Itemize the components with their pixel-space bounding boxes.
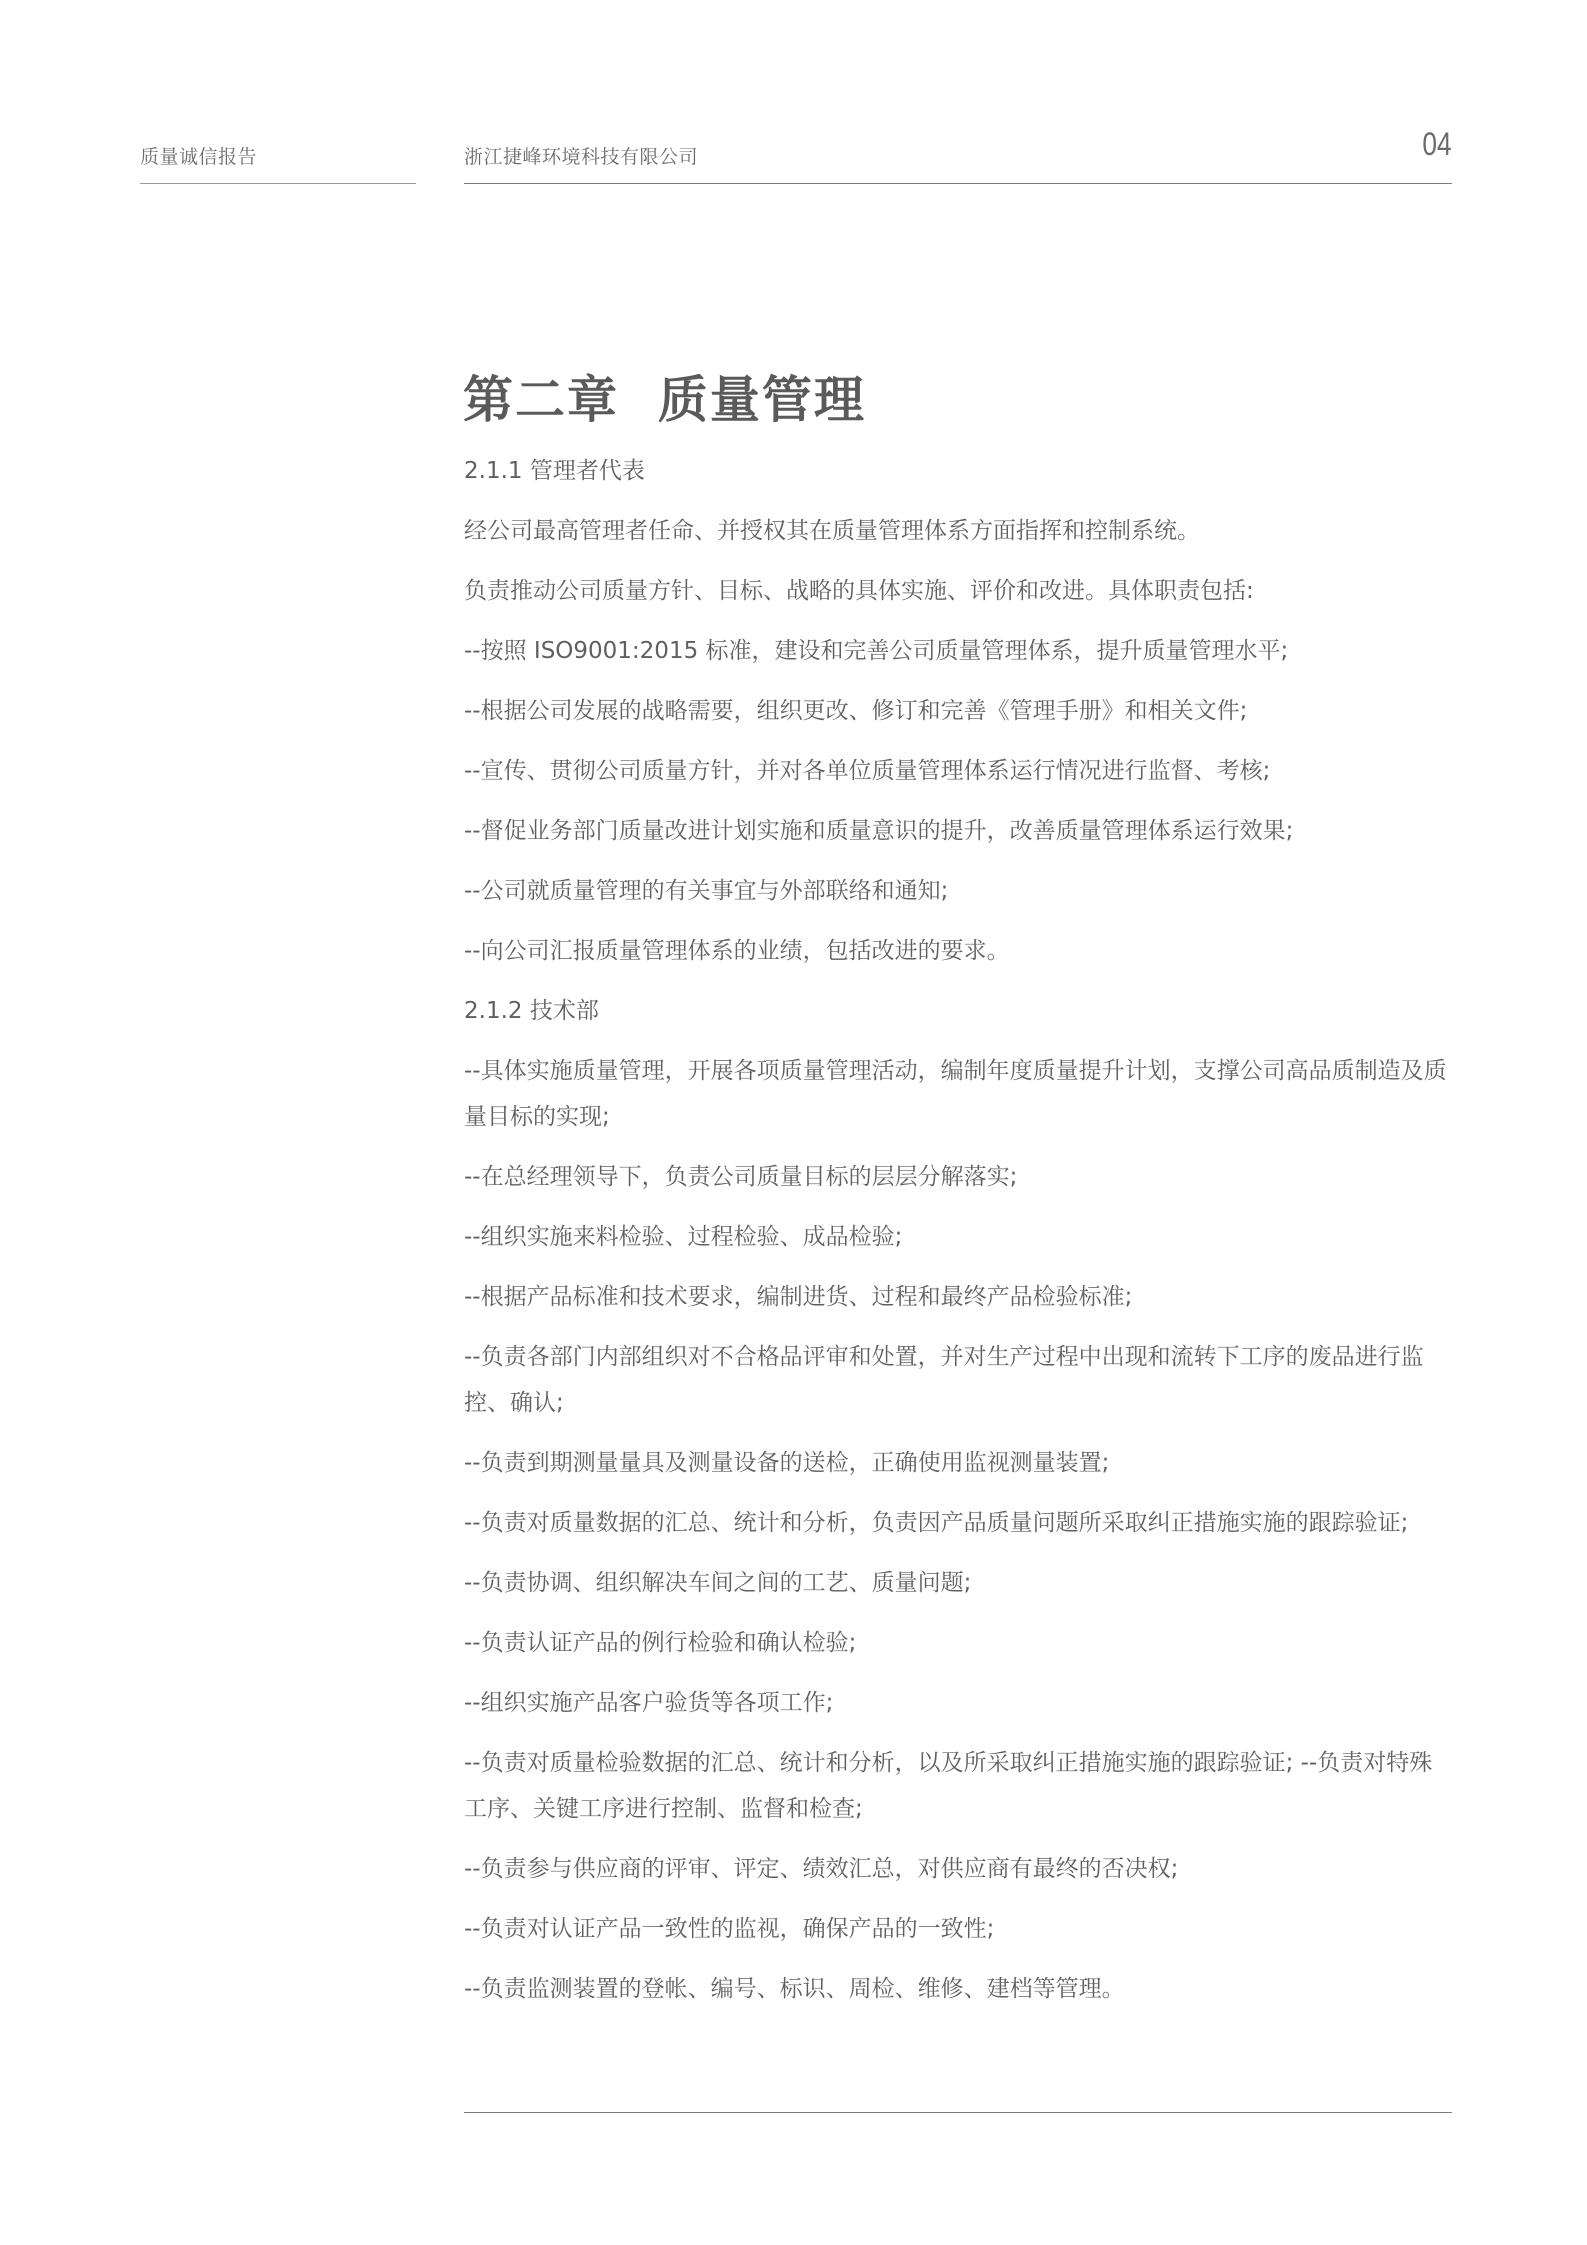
chapter-title: 第二章 质量管理 — [463, 370, 866, 429]
company-name: 浙江捷峰环境科技有限公司 — [464, 146, 699, 168]
paragraph: 负责推动公司质量方针、目标、战略的具体实施、评价和改进。具体职责包括: — [464, 578, 1254, 604]
list-item: --督促业务部门质量改进计划实施和质量意识的提升，改善质量管理体系运行效果; — [464, 818, 1294, 844]
page-number: 04 — [1422, 126, 1452, 162]
list-item: --按照 ISO9001:2015 标准，建设和完善公司质量管理体系，提升质量管理水平; — [464, 638, 1289, 664]
paragraph: 经公司最高管理者任命、并授权其在质量管理体系方面指挥和控制系统。 — [464, 518, 1200, 544]
footer-divider — [464, 2112, 1452, 2113]
list-item: --具体实施质量管理，开展各项质量管理活动，编制年度质量提升计划，支撑公司高品质制造及质量目标的实现; — [464, 1058, 1447, 1130]
list-item: --负责对认证产品一致性的监视，确保产品的一致性; — [464, 1916, 995, 1942]
list-item: --负责对质量检验数据的汇总、统计和分析，以及所采取纠正措施实施的跟踪验证; --负责对特殊工序、关键工序进行控制、监督和检查; — [464, 1750, 1433, 1822]
list-item: --在总经理领导下，负责公司质量目标的层层分解落实; — [464, 1164, 1018, 1190]
list-item: --根据产品标准和技术要求，编制进货、过程和最终产品检验标准; — [464, 1284, 1133, 1310]
list-item: --负责参与供应商的评审、评定、绩效汇总，对供应商有最终的否决权; — [464, 1856, 1179, 1882]
header-divider-right — [464, 183, 1452, 184]
list-item: --负责到期测量量具及测量设备的送检，正确使用监视测量装置; — [464, 1450, 1110, 1476]
list-item: --负责各部门内部组织对不合格品评审和处置，并对生产过程中出现和流转下工序的废品进行监控、确认; — [464, 1344, 1424, 1416]
list-item: --公司就质量管理的有关事宜与外部联络和通知; — [464, 878, 949, 904]
report-title: 质量诚信报告 — [140, 146, 258, 168]
header-divider-left — [140, 183, 416, 184]
list-item: --向公司汇报质量管理体系的业绩，包括改进的要求。 — [464, 938, 1010, 964]
list-item: --组织实施来料检验、过程检验、成品检验; — [464, 1224, 903, 1250]
section-heading: 2.1.2 技术部 — [464, 998, 599, 1024]
list-item: --负责协调、组织解决车间之间的工艺、质量问题; — [464, 1570, 972, 1596]
section-heading: 2.1.1 管理者代表 — [464, 458, 645, 484]
list-item: --根据公司发展的战略需要，组织更改、修订和完善《管理手册》和相关文件; — [464, 698, 1248, 724]
list-item: --负责监测装置的登帐、编号、标识、周检、维修、建档等管理。 — [464, 1976, 1125, 2002]
list-item: --负责对质量数据的汇总、统计和分析，负责因产品质量问题所采取纠正措施实施的跟踪验证; — [464, 1510, 1409, 1536]
chapter-body — [464, 448, 1454, 2026]
list-item: --宣传、贯彻公司质量方针，并对各单位质量管理体系运行情况进行监督、考核; — [464, 758, 1271, 784]
list-item: --负责认证产品的例行检验和确认检验; — [464, 1630, 857, 1656]
list-item: --组织实施产品客户验货等各项工作; — [464, 1690, 834, 1716]
